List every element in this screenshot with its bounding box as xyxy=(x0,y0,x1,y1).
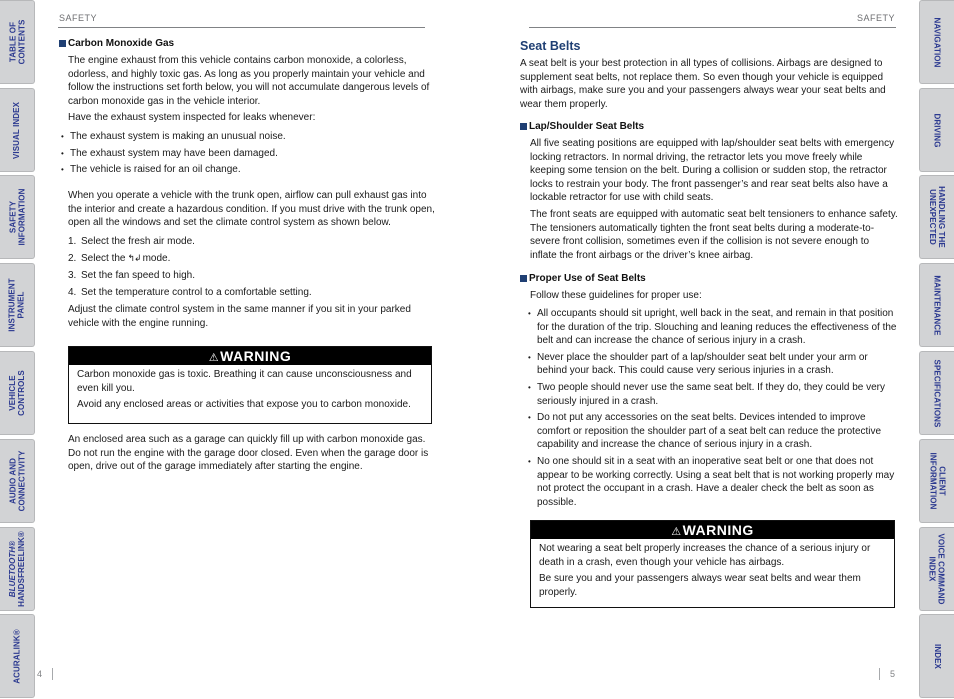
warning-box-carbon-monoxide xyxy=(68,346,432,424)
list-item: • No one should sit in a seat with an inoperative seat belt or one that does not appear to be working correctly. Using a seat belt that is not working properly may not protect the occupant in a crash. Have a dealer check the belt as soon as possible. xyxy=(528,455,898,509)
tab-visual-index[interactable]: VISUAL INDEX xyxy=(0,88,35,172)
page-title: Seat Belts xyxy=(520,39,581,53)
left-page xyxy=(37,0,435,699)
tab-specifications[interactable]: SPECIFICATIONS xyxy=(919,351,954,435)
tab-safety-information[interactable]: SAFETY INFORMATION xyxy=(0,175,35,259)
list-item: • Never place the shoulder part of a lap/shoulder seat belt under your arm or behind your back. This could cause very serious injuries in a crash. xyxy=(528,351,898,378)
section-square-icon xyxy=(59,40,66,47)
list-item: • The vehicle is raised for an oil change. xyxy=(61,163,431,177)
tab-vehicle-controls[interactable]: VEHICLE CONTROLS xyxy=(0,351,35,435)
intro-paragraph: The engine exhaust from this vehicle contains carbon monoxide, a colorless, odorless, and highly toxic gas. As long as you properly maintain your vehicle and follow the instructions set forth below, you will not accumulate dangerous levels of carbon monoxide gas in the vehicle interior. xyxy=(68,55,430,107)
lap-paragraph-2: The front seats are equipped with automatic seat belt tensioners to enhance safety. The tensioners automatically tighten the front seat belts during a moderate-to-severe front collision, sometimes even if the collision is not severe enough to inflate the front airbags or the driver’s knee airbag. xyxy=(530,208,898,261)
proper-use-lead: Follow these guidelines for proper use: xyxy=(530,290,702,301)
recirculation-mode-icon: ↰↲ xyxy=(127,252,141,263)
right-page xyxy=(519,0,897,699)
tab-audio-and-connectivity[interactable]: AUDIO AND CONNECTIVITY xyxy=(0,439,35,523)
running-head: SAFETY xyxy=(856,13,895,23)
climate-steps-list xyxy=(68,235,436,303)
warning-text: Avoid any enclosed areas or activities that expose you to carbon monoxide. xyxy=(77,399,411,411)
inspect-bullet-list xyxy=(61,130,431,180)
lap-shoulder-body xyxy=(530,137,898,265)
lap-paragraph-1: All five seating positions are equipped with lap/shoulder seat belts with emergency locking retractors. In normal driving, the retractor lets you move freely while keeping some tension on the belt. During a collision or sudden stop, the retractor locks to restrain your body. The front passenger’s and rear seat belts also have a lockable retractor for use with child seats. xyxy=(530,138,895,204)
header-rule xyxy=(529,27,896,28)
tab-handling-the-unexpected[interactable]: HANDLING THE UNEXPECTED xyxy=(919,175,954,259)
list-item: 2. Select the ↰↲ mode. xyxy=(68,252,171,264)
warning-box-seat-belts xyxy=(530,520,895,608)
list-item: 4. Set the temperature control to a comfortable setting. xyxy=(68,286,312,298)
tab-maintenance[interactable]: MAINTENANCE xyxy=(919,263,954,347)
carbon-monoxide-body xyxy=(68,54,436,128)
tab-driving[interactable]: DRIVING xyxy=(919,88,954,172)
warning-triangle-icon: ⚠ xyxy=(208,352,220,364)
tab-table-of-contents[interactable]: TABLE OF CONTENTS xyxy=(0,0,35,84)
running-head: SAFETY xyxy=(59,13,98,23)
section-square-icon xyxy=(520,275,527,282)
tab-acuralink[interactable]: ACURALINK® xyxy=(0,614,35,698)
adjust-paragraph: Adjust the climate control system in the same manner if you sit in your parked vehicle with the engine running. xyxy=(68,304,411,329)
seat-belts-intro: A seat belt is your best protection in all types of collisions. Airbags are designed to supplement seat belts, not replace them. So even though your vehicle is equipped with airbags, make sure you and your passengers always wear your seat belts and wear them properly. xyxy=(520,58,886,110)
page-number-left: 4 xyxy=(37,669,43,679)
warning-text: Carbon monoxide gas is toxic. Breathing it can cause unconsciousness and even kill you. xyxy=(77,369,412,394)
garage-paragraph: An enclosed area such as a garage can quickly fill up with carbon monoxide gas. Do not run the engine with the garage door closed. Even when the garage door is open, drive out of the garage immediately after starting the engine. xyxy=(68,434,429,473)
list-item: • All occupants should sit upright, well back in the seat, and remain in that position for the duration of the trip. Slouching and leaning reduces the effectiveness of the belt and can increase the chance of serious injury in a crash. xyxy=(528,307,898,348)
trunk-paragraph: When you operate a vehicle with the trunk open, airflow can pull exhaust gas into the interior and create a hazardous condition. If you must drive with the trunk open, open all the windows and set the climate control system as shown below. xyxy=(68,190,435,229)
header-rule xyxy=(58,27,425,28)
folio-divider xyxy=(879,668,880,680)
tab-bluetooth-handsfreelink[interactable]: BLUETOOTH® HANDSFREELINK® xyxy=(0,527,35,611)
warning-triangle-icon: ⚠ xyxy=(671,526,682,538)
tab-voice-command-index[interactable]: VOICE COMMAND INDEX xyxy=(919,527,954,611)
section-square-icon xyxy=(520,123,527,130)
warning-text: Be sure you and your passengers always wear seat belts and wear them properly. xyxy=(539,573,861,598)
folio-divider xyxy=(52,668,53,680)
list-item: 3. Set the fan speed to high. xyxy=(68,269,195,281)
list-item: • The exhaust system may have been damaged. xyxy=(61,147,431,161)
proper-use-bullet-list xyxy=(528,307,898,512)
list-item: • Do not put any accessories on the seat belts. Devices intended to improve comfort or reposition the shoulder part of a seat belt can reduce the protective capability and increase the chance of serious injury in a crash. xyxy=(528,411,898,452)
inspect-lead: Have the exhaust system inspected for leaks whenever: xyxy=(68,112,316,124)
tab-index[interactable]: INDEX xyxy=(919,614,954,698)
list-item: 1. Select the fresh air mode. xyxy=(68,236,195,247)
warning-header: ⚠WARNING xyxy=(531,521,894,539)
left-chapter-tabs xyxy=(0,0,36,699)
page-number-right: 5 xyxy=(890,669,896,679)
tab-instrument-panel[interactable]: INSTRUMENT PANEL xyxy=(0,263,35,347)
tab-navigation[interactable]: NAVIGATION xyxy=(919,0,954,84)
tab-client-information[interactable]: CLIENT INFORMATION xyxy=(919,439,954,523)
list-item: • The exhaust system is making an unusual noise. xyxy=(61,130,431,144)
warning-text: Not wearing a seat belt properly increases the chance of a serious injury or death in a crash, even though your vehicle has airbags. xyxy=(539,543,871,568)
section-heading-proper-use: Proper Use of Seat Belts xyxy=(520,273,646,284)
section-heading-lap-shoulder: Lap/Shoulder Seat Belts xyxy=(520,121,644,132)
warning-header: ⚠WARNING xyxy=(69,347,431,365)
section-heading-carbon-monoxide: Carbon Monoxide Gas xyxy=(59,38,174,49)
right-chapter-tabs xyxy=(918,0,954,699)
list-item: • Two people should never use the same seat belt. If they do, they could be very seriously injured in a crash. xyxy=(528,381,898,408)
